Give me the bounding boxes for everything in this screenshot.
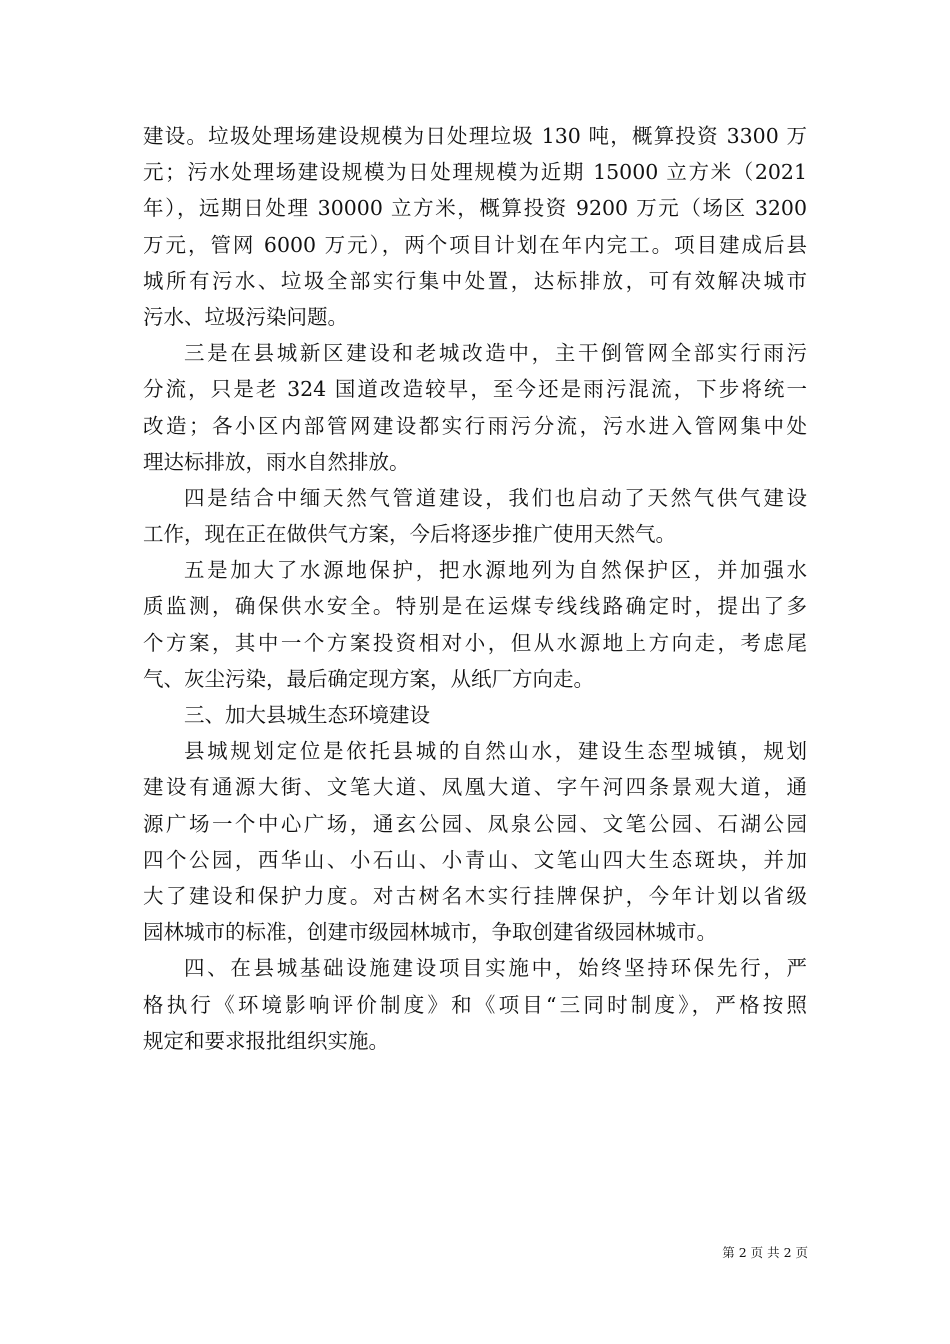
paragraph-start-line: 四、在县城基础设施建设项目实施中，始终坚持环保先行，严	[184, 956, 807, 981]
text-line: 建设。垃圾处理场建设规模为日处理垃圾 130 吨，概算投资 3300 万	[143, 124, 807, 148]
text-line: 源广场一个中心广场，通玄公园、凤泉公园、文笔公园、石湖公园	[143, 811, 807, 836]
text-line: 污水、垃圾污染问题。	[143, 304, 348, 329]
text-line: 万元，管网 6000 万元），两个项目计划在年内完工。项目建成后县	[143, 232, 807, 257]
text-line: 大了建设和保护力度。对古树名木实行挂牌保护，今年计划以省级	[143, 883, 807, 908]
text-line: 四个公园，西华山、小石山、小青山、文笔山四大生态斑块，并加	[143, 847, 807, 872]
section-heading: 三、加大县城生态环境建设	[184, 703, 430, 727]
text-line: 格执行《环境影响评价制度》和《项目“三同时制度》，严格按照	[143, 992, 807, 1017]
text-line: 年），远期日处理 30000 立方米，概算投资 9200 万元（场区 3200	[143, 196, 807, 221]
paragraph-start-line: 四是结合中缅天然气管道建设，我们也启动了天然气供气建设	[184, 485, 807, 510]
paragraph-start-line: 五是加大了水源地保护，把水源地列为自然保护区，并加强水	[184, 558, 807, 583]
text-line: 质监测，确保供水安全。特别是在运煤专线线路确定时，提出了多	[143, 594, 807, 619]
text-line: 规定和要求报批组织实施。	[143, 1028, 389, 1053]
paragraph-start-line: 三是在县城新区建设和老城改造中，主干倒管网全部实行雨污	[184, 341, 807, 366]
text-line: 园林城市的标准，创建市级园林城市，争取创建省级园林城市。	[143, 920, 717, 945]
text-line: 气、灰尘污染，最后确定现方案，从纸厂方向走。	[143, 666, 594, 691]
text-line: 建设有通源大街、文笔大道、凤凰大道、字午河四条景观大道，通	[143, 775, 807, 800]
text-line: 改造；各小区内部管网建设都实行雨污分流，污水进入管网集中处	[143, 413, 807, 438]
text-line: 元；污水处理场建设规模为日处理规模为近期 15000 立方米（2021	[143, 160, 807, 185]
document-body	[143, 118, 807, 1059]
text-line: 理达标排放，雨水自然排放。	[143, 449, 410, 474]
text-line: 个方案，其中一个方案投资相对小，但从水源地上方向走，考虑尾	[143, 630, 807, 655]
text-line: 工作，现在正在做供气方案，今后将逐步推广使用天然气。	[143, 522, 676, 547]
paragraph-start-line: 县城规划定位是依托县城的自然山水，建设生态型城镇，规划	[184, 739, 807, 764]
text-line: 分流，只是老 324 国道改造较早，至今还是雨污混流，下步将统一	[143, 377, 807, 402]
text-line: 城所有污水、垃圾全部实行集中处置，达标排放，可有效解决城市	[143, 268, 807, 293]
page-number: 第 2 页 共 2 页	[722, 1245, 808, 1260]
